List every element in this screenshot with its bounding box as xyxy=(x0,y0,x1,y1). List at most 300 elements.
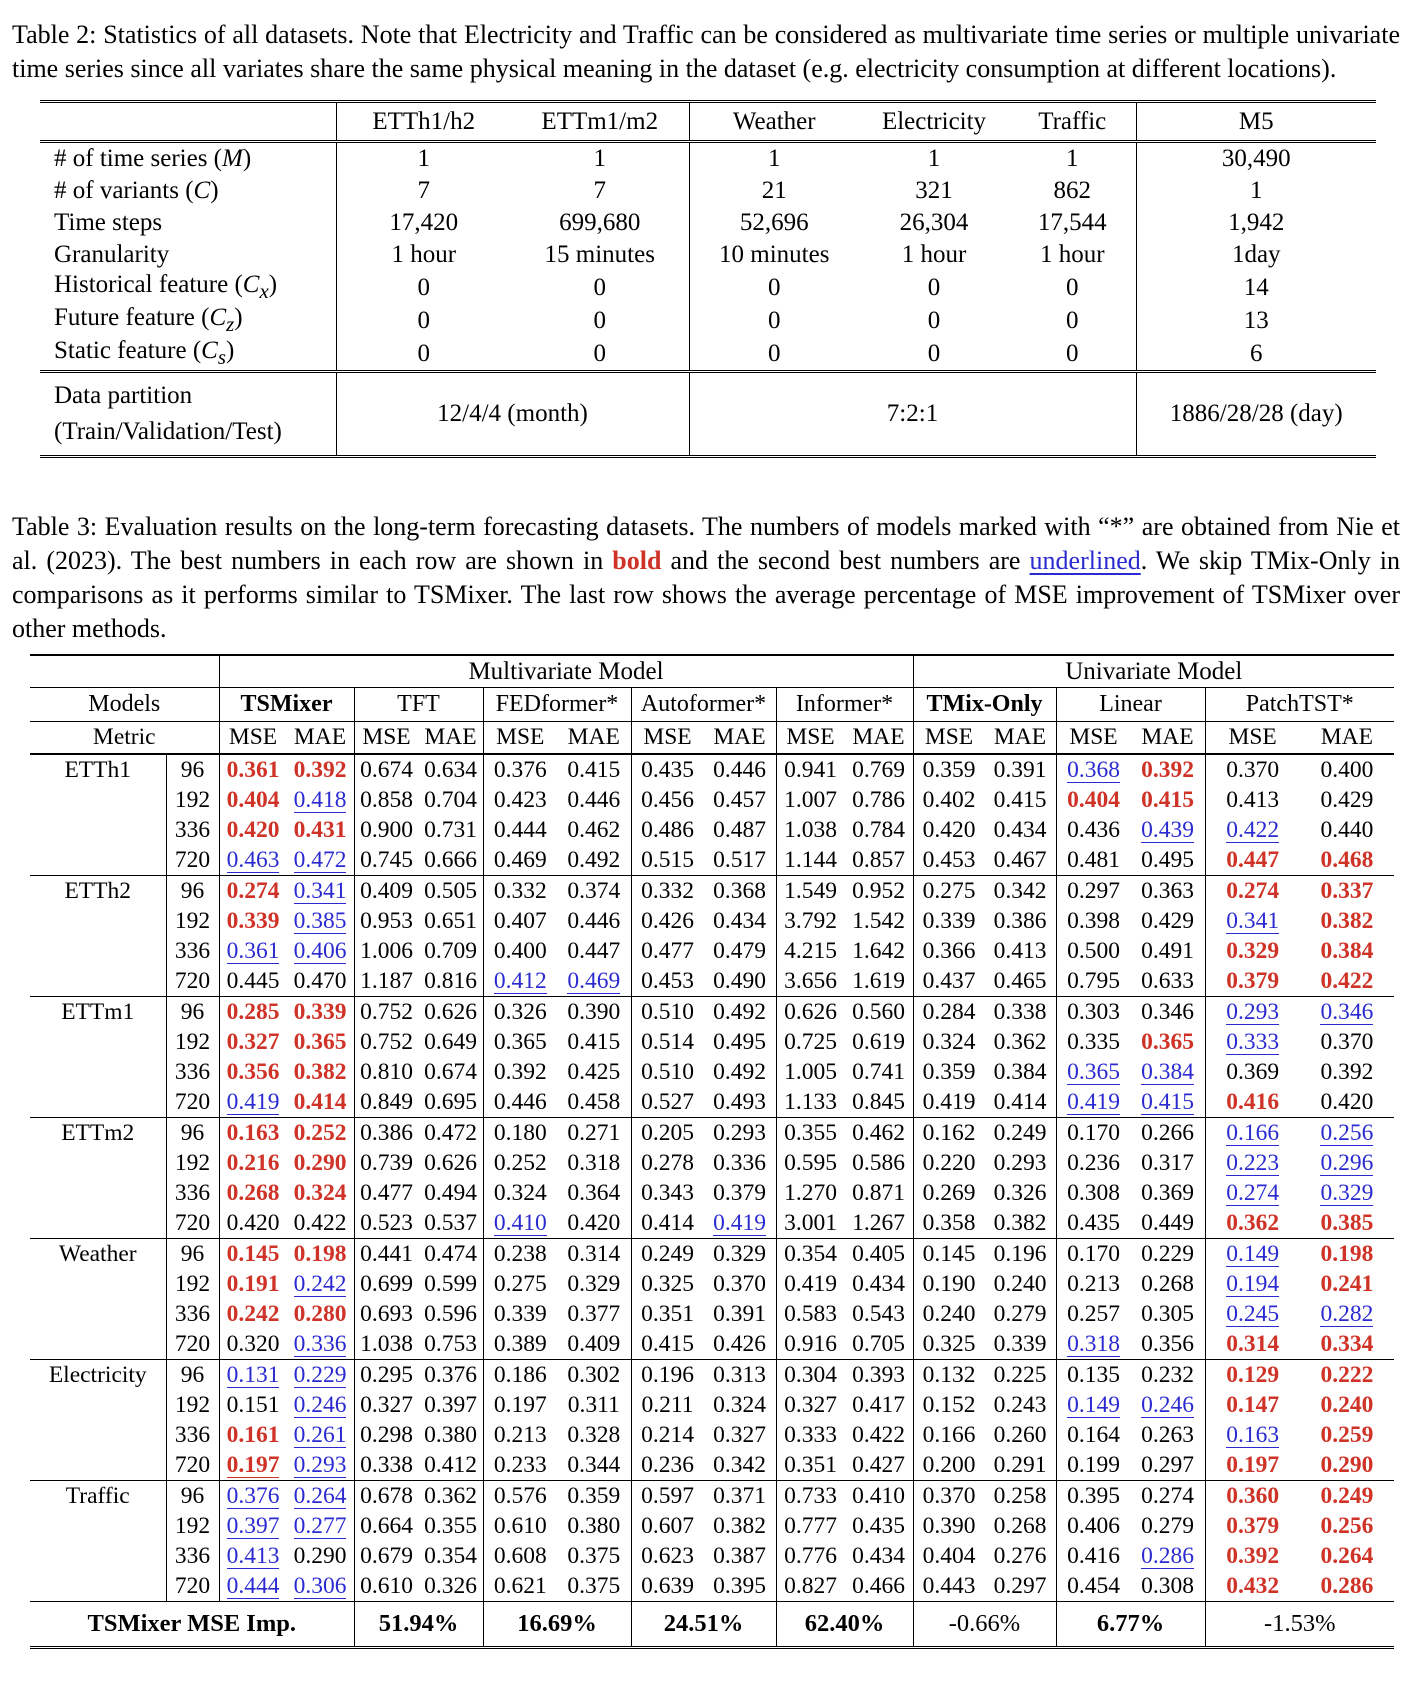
value-text: 1.006 xyxy=(360,937,413,964)
model-result-cell xyxy=(354,1450,483,1481)
result-pair xyxy=(355,1301,483,1328)
model-result-cell xyxy=(483,1178,631,1208)
value-text: 0.274 xyxy=(1226,1179,1280,1206)
value-text: 0.220 xyxy=(922,1149,976,1176)
value-text: 0.268 xyxy=(1141,1270,1194,1297)
value-text: 0.651 xyxy=(424,907,477,934)
metric-pair xyxy=(484,724,631,751)
value-text: 0.543 xyxy=(852,1300,905,1327)
table3-data-row xyxy=(30,1208,1394,1239)
table2-row xyxy=(40,337,1376,372)
model-result-cell xyxy=(913,1481,1056,1512)
model-result-cell xyxy=(631,997,776,1028)
mae-value xyxy=(1131,1089,1205,1116)
result-pair xyxy=(1057,999,1205,1026)
mse-value xyxy=(1057,1483,1131,1510)
model-result-cell xyxy=(219,1511,354,1541)
mae-value xyxy=(1131,999,1205,1026)
value-text: 0.412 xyxy=(493,967,547,994)
mae-value xyxy=(419,908,483,935)
mae-value xyxy=(419,847,483,874)
horizon-cell: 192 xyxy=(166,1390,219,1420)
mae-value xyxy=(704,787,776,814)
value-text: 0.427 xyxy=(852,1451,905,1478)
model-result-cell xyxy=(1205,1390,1394,1420)
result-pair xyxy=(484,1150,631,1177)
table2-row xyxy=(40,175,1376,207)
result-pair xyxy=(1206,1059,1395,1086)
mae-value xyxy=(1300,878,1394,905)
mae-value xyxy=(704,938,776,965)
table2-cell: 17,544 xyxy=(1037,209,1107,236)
value-text: 0.423 xyxy=(493,786,547,813)
model-result-cell xyxy=(354,1269,483,1299)
mse-value xyxy=(914,908,985,935)
mse-value xyxy=(1206,938,1300,965)
model-result-cell xyxy=(1056,997,1205,1028)
model-result-cell xyxy=(1056,1450,1205,1481)
mse-value xyxy=(484,1059,558,1086)
table3-model-header: TMix-Only xyxy=(913,688,1056,722)
value-text: 0.336 xyxy=(293,1330,347,1357)
table3-data-row xyxy=(30,1269,1394,1299)
mse-value xyxy=(355,757,419,784)
mse-value xyxy=(1206,757,1300,784)
model-result-cell xyxy=(776,754,913,785)
mae-value xyxy=(1300,1271,1394,1298)
mae-value xyxy=(419,1150,483,1177)
mae-value xyxy=(704,878,776,905)
mse-value xyxy=(220,1059,287,1086)
result-pair xyxy=(355,968,483,995)
mse-value xyxy=(632,1422,704,1449)
value-text: 0.916 xyxy=(784,1330,837,1357)
model-result-cell xyxy=(913,815,1056,845)
mae-value xyxy=(419,1271,483,1298)
model-result-cell xyxy=(219,1450,354,1481)
value-text: 0.596 xyxy=(424,1300,477,1327)
value-text: 0.317 xyxy=(1141,1149,1194,1176)
table2-cell: 30,490 xyxy=(1136,142,1376,176)
result-pair xyxy=(1057,1029,1205,1056)
table2-cell: 0 xyxy=(593,306,606,334)
mse-value xyxy=(220,1241,287,1268)
model-result-cell xyxy=(1056,1360,1205,1391)
mse-value xyxy=(1206,878,1300,905)
mae-value xyxy=(557,1362,631,1389)
model-result-cell xyxy=(219,906,354,936)
value-text: 0.240 xyxy=(922,1300,976,1327)
table3-data-row xyxy=(30,785,1394,815)
model-result-cell xyxy=(913,876,1056,907)
value-text: 0.223 xyxy=(1226,1149,1280,1176)
mae-value xyxy=(1300,1331,1394,1358)
mse-value xyxy=(220,1150,287,1177)
model-result-cell xyxy=(776,1390,913,1420)
mae-value xyxy=(845,1029,913,1056)
mse-value xyxy=(914,1362,985,1389)
value-text: 0.277 xyxy=(293,1512,347,1539)
mse-value xyxy=(1206,1452,1300,1479)
model-result-cell xyxy=(483,1239,631,1270)
value-text: 0.245 xyxy=(1226,1300,1280,1327)
value-text: 0.397 xyxy=(424,1391,477,1418)
model-result-cell xyxy=(483,906,631,936)
value-text: 0.415 xyxy=(993,786,1047,813)
value-text: 3.792 xyxy=(784,907,837,934)
value-text: 0.366 xyxy=(922,937,976,964)
value-text: 0.404 xyxy=(1067,786,1120,813)
model-result-cell xyxy=(1205,1027,1394,1057)
caption-underlined-word: underlined xyxy=(1029,546,1141,575)
value-text: 0.369 xyxy=(1141,1179,1194,1206)
result-pair xyxy=(1206,1392,1395,1419)
mae-value xyxy=(557,787,631,814)
value-text: 0.402 xyxy=(922,786,976,813)
mae-value xyxy=(985,1543,1056,1570)
value-text: 0.213 xyxy=(1067,1270,1120,1297)
mse-value xyxy=(1206,787,1300,814)
mse-value xyxy=(355,1029,419,1056)
mse-value xyxy=(632,1120,704,1147)
value-text: 0.385 xyxy=(1320,1209,1374,1236)
mae-value xyxy=(845,938,913,965)
value-text: 0.426 xyxy=(713,1330,766,1357)
mse-value xyxy=(632,847,704,874)
mse-value xyxy=(1206,1150,1300,1177)
value-text: 0.586 xyxy=(852,1149,905,1176)
value-text: 0.391 xyxy=(713,1300,766,1327)
model-result-cell xyxy=(219,1087,354,1118)
table3-data-row xyxy=(30,1511,1394,1541)
value-text: 0.279 xyxy=(993,1300,1047,1327)
mae-value xyxy=(419,1180,483,1207)
mae-value xyxy=(557,1392,631,1419)
value-text: 0.152 xyxy=(922,1391,976,1418)
mse-value xyxy=(1206,1241,1300,1268)
mse-value xyxy=(484,1362,558,1389)
mse-value xyxy=(1057,1573,1131,1600)
mse-value xyxy=(484,1210,558,1237)
mse-value xyxy=(484,1241,558,1268)
mae-value xyxy=(557,1513,631,1540)
mse-value xyxy=(1057,787,1131,814)
mae-value xyxy=(704,999,776,1026)
table2-row-label: Static feature $(C_s)$ xyxy=(54,337,235,369)
model-result-cell xyxy=(219,1239,354,1270)
table2-cell: 1day xyxy=(1136,239,1376,271)
result-pair xyxy=(914,1180,1056,1207)
result-pair xyxy=(484,817,631,844)
result-pair xyxy=(355,938,483,965)
value-text: 0.375 xyxy=(567,1572,621,1599)
mae-value xyxy=(1131,1029,1205,1056)
model-result-cell xyxy=(354,1329,483,1360)
model-result-cell xyxy=(913,1239,1056,1270)
model-result-cell xyxy=(483,1299,631,1329)
value-text: 0.431 xyxy=(293,816,347,843)
value-text: 0.454 xyxy=(1067,1572,1120,1599)
mae-value xyxy=(419,1059,483,1086)
model-result-cell xyxy=(1056,1481,1205,1512)
model-result-cell xyxy=(776,1178,913,1208)
result-pair xyxy=(914,847,1056,874)
table3-metric-pair xyxy=(219,722,354,755)
value-text: 0.379 xyxy=(713,1179,766,1206)
value-text: 0.436 xyxy=(1067,816,1120,843)
mse-value xyxy=(632,1150,704,1177)
result-pair xyxy=(914,878,1056,905)
table3-models-row xyxy=(30,688,1394,722)
table3-model-header: FEDformer* xyxy=(483,688,631,722)
value-text: 0.419 xyxy=(784,1270,837,1297)
mae-value xyxy=(845,1483,913,1510)
result-pair xyxy=(484,878,631,905)
model-result-cell xyxy=(1056,1178,1205,1208)
model-result-cell xyxy=(1205,1571,1394,1602)
table2-cell: 0 xyxy=(336,304,511,337)
model-result-cell xyxy=(483,1541,631,1571)
mse-value xyxy=(632,787,704,814)
value-text: 0.313 xyxy=(713,1361,766,1388)
mse-value xyxy=(220,1543,287,1570)
value-text: 0.147 xyxy=(1226,1391,1280,1418)
result-pair xyxy=(777,1180,913,1207)
mae-value xyxy=(1131,1362,1205,1389)
model-result-cell xyxy=(219,936,354,966)
model-result-cell xyxy=(1205,936,1394,966)
value-text: 0.356 xyxy=(1141,1330,1194,1357)
value-text: 0.400 xyxy=(493,937,547,964)
value-text: 0.326 xyxy=(993,1179,1047,1206)
value-text: 0.164 xyxy=(1067,1421,1120,1448)
value-text: 0.326 xyxy=(424,1572,477,1599)
value-text: 0.161 xyxy=(226,1421,280,1448)
model-result-cell xyxy=(483,876,631,907)
result-pair xyxy=(632,1029,776,1056)
value-text: 0.382 xyxy=(293,1058,347,1085)
table2-cell: 7 xyxy=(593,177,606,204)
value-text: 0.360 xyxy=(1226,1482,1280,1509)
mse-value xyxy=(777,938,845,965)
value-text: 0.621 xyxy=(493,1572,547,1599)
model-result-cell xyxy=(1056,936,1205,966)
value-text: 0.514 xyxy=(641,1028,694,1055)
result-pair xyxy=(632,968,776,995)
value-text: 0.426 xyxy=(641,907,694,934)
table2-corner-cell xyxy=(40,102,336,142)
result-pair xyxy=(1057,1301,1205,1328)
mse-value xyxy=(355,908,419,935)
value-text: 0.752 xyxy=(360,1028,413,1055)
model-result-cell xyxy=(483,845,631,876)
model-result-cell xyxy=(776,906,913,936)
value-text: 0.354 xyxy=(424,1542,477,1569)
table2-cell: 15 minutes xyxy=(544,241,655,268)
horizon-cell: 96 xyxy=(166,997,219,1028)
model-result-cell xyxy=(631,754,776,785)
result-pair xyxy=(220,1483,354,1510)
value-text: 0.252 xyxy=(293,1119,347,1146)
result-pair xyxy=(220,1150,354,1177)
mae-value xyxy=(1131,1210,1205,1237)
mse-value xyxy=(914,1301,985,1328)
model-result-cell xyxy=(631,1571,776,1602)
table3-data-row xyxy=(30,1420,1394,1450)
mse-value xyxy=(484,847,558,874)
table2-header-row xyxy=(40,102,1376,142)
mse-value xyxy=(355,1301,419,1328)
value-text: 0.274 xyxy=(1226,877,1280,904)
value-text: 0.149 xyxy=(1067,1391,1120,1418)
value-text: 0.434 xyxy=(852,1542,905,1569)
table3-data-row xyxy=(30,936,1394,966)
mae-value xyxy=(845,1089,913,1116)
model-result-cell xyxy=(1205,845,1394,876)
value-text: 0.186 xyxy=(493,1361,547,1388)
mse-value xyxy=(484,908,558,935)
mse-value xyxy=(632,1271,704,1298)
table3-metric-pair xyxy=(913,722,1056,755)
value-text: 1.038 xyxy=(360,1330,413,1357)
value-text: 1.187 xyxy=(360,967,413,994)
mae-value xyxy=(704,1301,776,1328)
mae-value xyxy=(1131,1452,1205,1479)
model-result-cell xyxy=(1056,1118,1205,1149)
table2-cell: 1,942 xyxy=(1136,207,1376,239)
mse-value xyxy=(355,1362,419,1389)
mse-value xyxy=(632,1241,704,1268)
horizon-cell: 720 xyxy=(166,1571,219,1602)
mse-value xyxy=(1206,1059,1300,1086)
mse-value xyxy=(777,1392,845,1419)
value-text: 0.145 xyxy=(226,1240,280,1267)
value-text: 0.275 xyxy=(493,1270,547,1297)
mae-value xyxy=(985,1059,1056,1086)
model-result-cell xyxy=(219,876,354,907)
mae-value xyxy=(287,1452,354,1479)
model-result-cell xyxy=(1205,1118,1394,1149)
result-pair xyxy=(777,787,913,814)
result-pair xyxy=(914,757,1056,784)
model-result-cell xyxy=(354,1420,483,1450)
model-result-cell xyxy=(631,1329,776,1360)
model-result-cell xyxy=(776,785,913,815)
caption-bold-word: bold xyxy=(612,546,662,575)
mae-value xyxy=(985,1573,1056,1600)
mae-value xyxy=(419,787,483,814)
value-text: 0.298 xyxy=(360,1421,413,1448)
result-pair xyxy=(1057,1573,1205,1600)
result-pair xyxy=(1057,847,1205,874)
value-text: 0.443 xyxy=(922,1572,976,1599)
value-text: 0.417 xyxy=(852,1391,905,1418)
table2-column-header: ETTm1/m2 xyxy=(511,102,689,142)
value-text: 0.359 xyxy=(567,1482,621,1509)
horizon-cell: 336 xyxy=(166,1420,219,1450)
table2-column-header: ETTh1/h2 xyxy=(336,102,511,142)
value-text: 0.626 xyxy=(784,998,837,1025)
result-pair xyxy=(1206,1513,1395,1540)
model-result-cell xyxy=(483,1329,631,1360)
result-pair xyxy=(1057,1271,1205,1298)
mse-improvement-value: 16.69% xyxy=(483,1602,631,1648)
result-pair xyxy=(220,817,354,844)
mse-value xyxy=(1057,999,1131,1026)
mae-value xyxy=(1131,1241,1205,1268)
table3-metric-pair xyxy=(1205,722,1394,755)
model-result-cell xyxy=(483,1511,631,1541)
value-text: 0.404 xyxy=(226,786,280,813)
table2-column-header: Traffic xyxy=(1009,102,1136,142)
mae-value xyxy=(557,878,631,905)
result-pair xyxy=(632,878,776,905)
model-result-cell xyxy=(913,1057,1056,1087)
model-result-cell xyxy=(776,1208,913,1239)
dataset-label: Weather xyxy=(30,1239,166,1360)
value-text: 0.449 xyxy=(1141,1209,1194,1236)
model-result-cell xyxy=(776,1450,913,1481)
mse-value xyxy=(484,1271,558,1298)
value-text: 0.274 xyxy=(1141,1482,1194,1509)
model-result-cell xyxy=(913,1390,1056,1420)
mse-value xyxy=(632,1513,704,1540)
result-pair xyxy=(220,1362,354,1389)
result-pair xyxy=(914,1241,1056,1268)
value-text: 0.453 xyxy=(922,846,976,873)
mae-value xyxy=(557,1089,631,1116)
table3-metric-pair xyxy=(1056,722,1205,755)
mse-value xyxy=(914,1573,985,1600)
model-result-cell xyxy=(1205,1420,1394,1450)
mse-value xyxy=(355,878,419,905)
model-result-cell xyxy=(631,1178,776,1208)
value-text: 0.619 xyxy=(852,1028,905,1055)
value-text: 0.324 xyxy=(493,1179,547,1206)
result-pair xyxy=(484,908,631,935)
mae-value xyxy=(1300,968,1394,995)
value-text: 0.704 xyxy=(424,786,477,813)
model-result-cell xyxy=(913,1027,1056,1057)
value-text: 0.341 xyxy=(1226,907,1280,934)
metric-name-text: MSE xyxy=(228,724,278,750)
value-text: 0.297 xyxy=(1067,877,1120,904)
model-result-cell xyxy=(913,1329,1056,1360)
mse-value xyxy=(914,1271,985,1298)
result-pair xyxy=(1206,1271,1395,1298)
value-text: 0.405 xyxy=(852,1240,905,1267)
result-pair xyxy=(355,757,483,784)
mse-value xyxy=(220,1029,287,1056)
mae-value xyxy=(419,757,483,784)
result-pair xyxy=(1057,1362,1205,1389)
metric-name-text: MAE xyxy=(293,724,347,750)
result-pair xyxy=(777,1271,913,1298)
model-result-cell xyxy=(631,1148,776,1178)
model-result-cell xyxy=(776,815,913,845)
mae-value xyxy=(557,1573,631,1600)
result-pair xyxy=(1057,878,1205,905)
value-text: 0.623 xyxy=(641,1542,694,1569)
mse-value xyxy=(355,847,419,874)
mse-value xyxy=(1057,938,1131,965)
model-result-cell xyxy=(354,815,483,845)
result-pair xyxy=(484,1180,631,1207)
result-pair xyxy=(355,1422,483,1449)
result-pair xyxy=(355,1513,483,1540)
model-result-cell xyxy=(1205,1511,1394,1541)
value-text: 0.505 xyxy=(424,877,477,904)
